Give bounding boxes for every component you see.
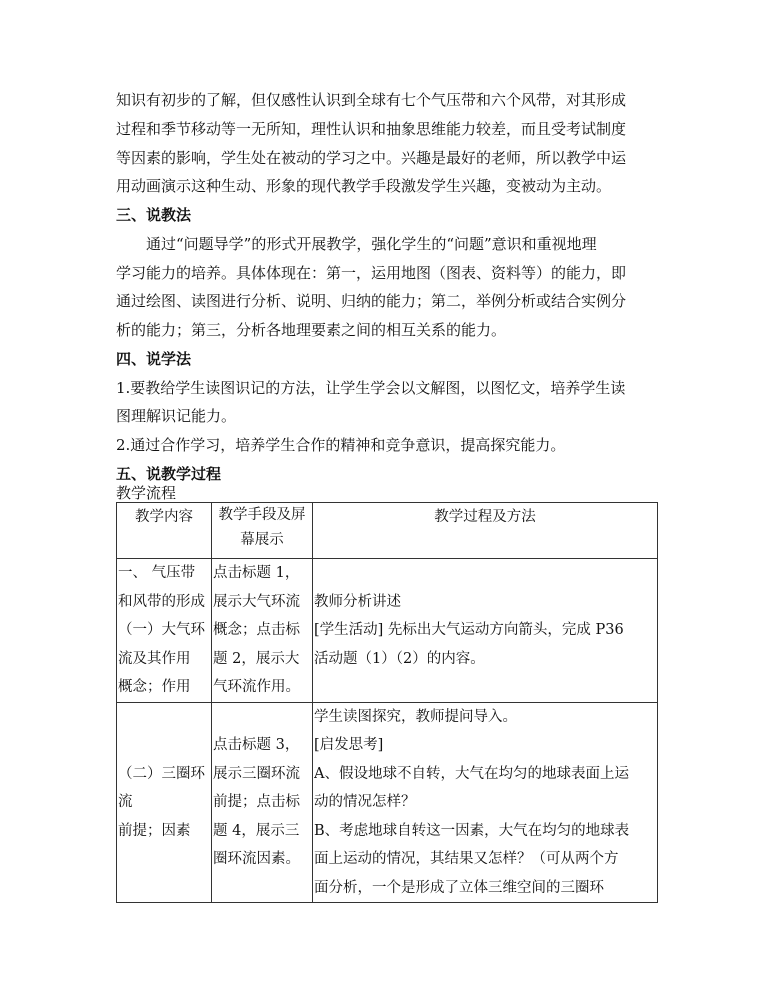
header-teaching-means: 教学手段及屏 幕展示 <box>212 503 313 559</box>
table-cell-content: （二）三圈环 流 前提；因素 <box>117 702 212 903</box>
paragraph-line: 图理解识记能力。 <box>116 407 237 425</box>
paragraph-line: 知识有初步的了解，但仅感性认识到全球有七个气压带和六个风带，对其形成 <box>116 91 627 109</box>
section-heading-teaching-method: 三、说教法 <box>116 206 192 224</box>
paragraph-line: 学习能力的培养。具体体现在：第一，运用地图（图表、资料等）的能力，即 <box>116 264 627 282</box>
section-heading-teaching-process: 五、说教学过程 <box>116 465 222 483</box>
paragraph-line: 用动画演示这种生动、形象的现代教学手段激发学生兴趣，变被动为主动。 <box>116 177 612 195</box>
header-teaching-content: 教学内容 <box>117 503 212 559</box>
paragraph-line: 通过“问题导学”的形式开展教学，强化学生的“问题”意识和重视地理 <box>146 235 597 253</box>
paragraph-line: 通过绘图、读图进行分析、说明、归纳的能力；第二，举例分析或结合实例分 <box>116 292 627 310</box>
table-caption: 教学流程 <box>116 484 177 502</box>
paragraph-line: 析的能力；第三，分析各地理要素之间的相互关系的能力。 <box>116 321 507 339</box>
table-row <box>117 559 658 703</box>
table-header-row <box>117 503 658 559</box>
table-cell-process: 教师分析讲述 [学生活动] 先标出大气运动方向箭头，完成 P36 活动题（1）（2）的内容。 <box>313 559 658 703</box>
section-heading-learning-method: 四、说学法 <box>116 350 192 368</box>
header-teaching-process: 教学过程及方法 <box>313 503 658 559</box>
paragraph-line: 过程和季节移动等一无所知，理性认识和抽象思维能力较差，而且受考试制度 <box>116 120 627 138</box>
paragraph-line: 1.要教给学生读图识记的方法，让学生学会以文解图，以图忆文，培养学生读 <box>116 379 626 397</box>
table-cell-means: 点击标题 3， 展示三圈环流 前提；点击标 题 4，展示三 圈环流因素。 <box>212 702 313 903</box>
table-row <box>117 702 658 903</box>
table-cell-content: 一、 气压带 和风带的形成 （一）大气环 流及其作用 概念；作用 <box>117 559 212 703</box>
table-cell-means: 点击标题 1， 展示大气环流 概念；点击标 题 2，展示大 气环流作用。 <box>212 559 313 703</box>
paragraph-line: 等因素的影响，学生处在被动的学习之中。兴趣是最好的老师，所以教学中运 <box>116 149 627 167</box>
paragraph-line: 2.通过合作学习，培养学生合作的精神和竞争意识，提高探究能力。 <box>116 436 566 454</box>
teaching-flow-table <box>116 502 658 903</box>
table-cell-process: 学生读图探究，教师提问导入。 [启发思考] A、假设地球不自转，大气在均匀的地球表面上运 动的情况怎样？ B、考虑地球自转这一因素，大气在均匀的地球表 面上运动的情况，其结果又怎样？（可从两个方 面分析，一个是形成了立体三维空间的三圈环 <box>313 702 658 903</box>
